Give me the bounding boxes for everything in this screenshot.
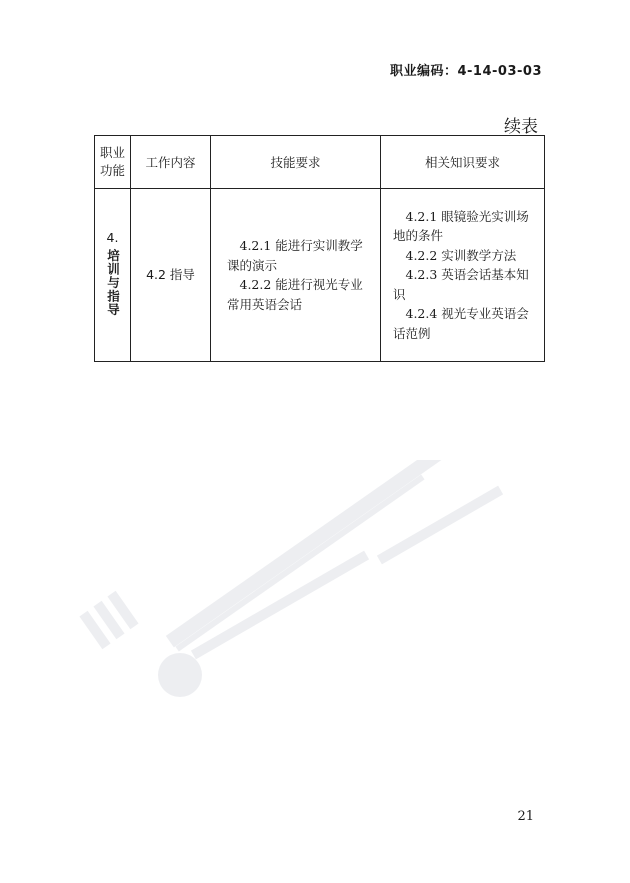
header-function	[95, 136, 131, 189]
knowledge-item: 4.2.2 实训教学方法	[405, 247, 517, 263]
header-work-content: 工作内容	[131, 136, 211, 189]
header-function-line2: 功能	[99, 163, 125, 178]
watermark-band	[166, 460, 444, 647]
knowledge-item: 4.2.1 眼镜验光实训场地的条件	[393, 208, 529, 244]
header-knowledge: 相关知识要求	[381, 136, 545, 189]
table-header-row	[95, 136, 545, 189]
page-number: 21	[517, 809, 534, 824]
function-number: 4.	[106, 229, 119, 245]
watermark-band	[191, 551, 369, 660]
header-function-line1: 职业	[99, 145, 125, 160]
requirements-table	[94, 135, 545, 362]
function-name: 培训与指导	[105, 249, 121, 317]
skill-item: 4.2.1 能进行实训教学课的演示	[227, 238, 363, 273]
knowledge-item: 4.2.3 英语会话基本知识	[393, 267, 529, 302]
watermark-band	[175, 475, 424, 652]
watermark-band	[377, 486, 503, 565]
watermark-seal-icon	[158, 653, 202, 697]
table-row	[95, 189, 545, 362]
skills-cell	[211, 189, 381, 362]
knowledge-cell	[381, 189, 545, 362]
work-content-cell: 4.2 指导	[131, 189, 211, 362]
continued-label: 续表	[504, 117, 538, 137]
publisher-watermark	[70, 460, 570, 720]
function-cell	[95, 189, 131, 362]
occupation-code: 职业编码：4-14-03-03	[389, 64, 542, 79]
skill-item: 4.2.2 能进行视光专业常用英语会话	[227, 277, 363, 312]
header-skills: 技能要求	[211, 136, 381, 189]
watermark-logo-icon	[79, 591, 138, 650]
knowledge-item: 4.2.4 视光专业英语会话范例	[393, 306, 529, 341]
